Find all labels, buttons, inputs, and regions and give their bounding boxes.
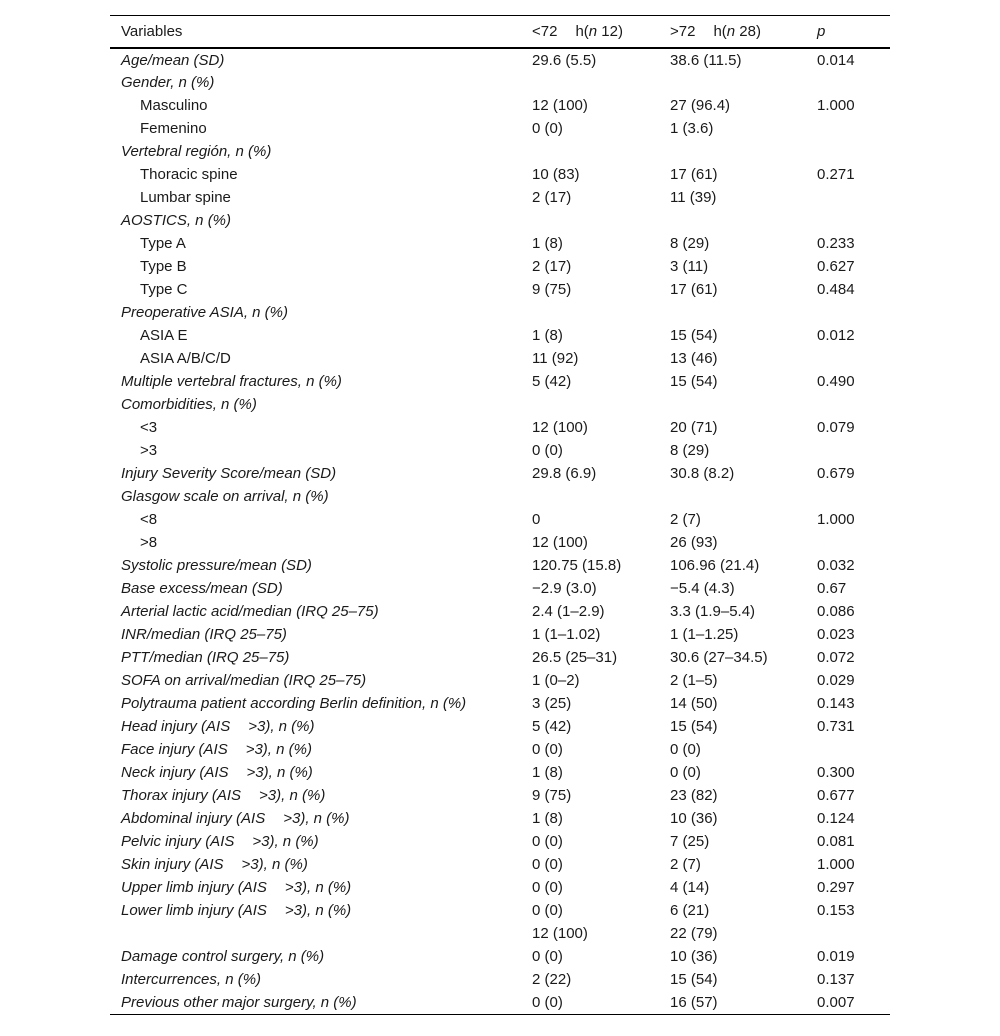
cell-group-over-72: 26 (93) (670, 534, 718, 551)
cell-group-under-72: 0 (0) (532, 442, 563, 459)
cell-group-under-72: 5 (42) (532, 718, 572, 735)
cell-group-over-72: 15 (54) (670, 718, 718, 735)
row-label-text: ASIA E (140, 327, 188, 344)
cell-p-value: 0.153 (817, 902, 855, 919)
cell-p-value: 0.677 (817, 787, 855, 804)
row-label (110, 462, 521, 485)
header-group1-n: n (588, 23, 598, 40)
cell-p-value: 1.000 (817, 97, 855, 114)
table-row (110, 462, 890, 485)
row-label (110, 347, 521, 370)
row-label (110, 899, 521, 922)
row-label (110, 991, 521, 1014)
row-label (110, 784, 521, 807)
header-group2-n: n (726, 23, 736, 40)
table-body (110, 48, 890, 1014)
header-group1-threshold: <72 (532, 23, 558, 40)
row-label-text: Lower limb injury (AIS (121, 902, 267, 919)
cell-group-over-72: 3.3 (1.9–5.4) (670, 603, 756, 620)
cell-group-under-72: 12 (100) (532, 925, 588, 942)
row-label-suffix: >3), n (%) (284, 902, 352, 919)
cell-p-value (806, 485, 890, 508)
cell-group-over-72: 15 (54) (670, 327, 718, 344)
cell-p-value (806, 301, 890, 324)
cell-group-under-72: 2 (17) (532, 189, 572, 206)
row-label (110, 692, 521, 715)
cell-group-under-72 (521, 485, 659, 508)
table-row (110, 347, 890, 370)
row-label-text: Type C (140, 281, 188, 298)
table-row (110, 784, 890, 807)
row-label-text: Previous other major surgery, n (%) (121, 993, 357, 1011)
cell-group-over-72 (659, 301, 806, 324)
header-p-value: p (817, 23, 826, 40)
cell-p-value (806, 186, 890, 209)
row-label-text: Damage control surgery, n (%) (121, 948, 325, 965)
header-row (110, 16, 890, 49)
cell-group-over-72: 23 (82) (670, 787, 718, 804)
table-row (110, 531, 890, 554)
row-label-text: >3 (140, 442, 158, 459)
row-label (110, 853, 521, 876)
row-label-text: Masculino (140, 97, 208, 114)
row-label-suffix: >3), n (%) (252, 833, 319, 850)
cell-group-over-72: 106.96 (21.4) (670, 557, 760, 574)
row-label (110, 94, 521, 117)
row-label-text: Intercurrences, n (%) (121, 971, 262, 988)
row-label-text: Arterial lactic acid/median (IRQ 25–75) (121, 603, 379, 620)
cell-group-over-72: 1 (1–1.25) (670, 626, 739, 643)
cell-p-value (806, 347, 890, 370)
table-row (110, 117, 890, 140)
cell-group-over-72: 2 (7) (670, 856, 701, 873)
cell-group-under-72: 29.8 (6.9) (532, 465, 597, 482)
row-label-text: Multiple vertebral fractures, n (%) (121, 373, 342, 390)
row-label-text: Glasgow scale on arrival, n (%) (121, 488, 329, 505)
cell-p-value: 0.124 (817, 810, 855, 827)
cell-group-under-72: 0 (0) (532, 948, 563, 965)
cell-group-under-72 (521, 140, 659, 163)
row-label-text: PTT/median (IRQ 25–75) (121, 649, 290, 666)
row-label (110, 945, 521, 968)
row-label-text: Lumbar spine (140, 189, 231, 206)
cell-group-over-72 (659, 71, 806, 94)
cell-group-over-72: 17 (61) (670, 281, 718, 298)
table-row (110, 899, 890, 922)
cell-group-over-72: 22 (79) (670, 925, 718, 942)
cell-p-value: 0.079 (817, 419, 855, 436)
row-label-text: <8 (140, 511, 158, 528)
cell-p-value (806, 922, 890, 945)
cell-group-over-72: 17 (61) (670, 166, 718, 183)
table-row (110, 324, 890, 347)
cell-group-over-72: 10 (36) (670, 810, 718, 827)
cell-group-over-72: 0 (0) (670, 741, 701, 758)
cell-group-over-72: 10 (36) (670, 948, 718, 965)
cell-group-over-72: 11 (39) (670, 189, 717, 206)
header-variables: Variables (121, 23, 183, 40)
row-label-suffix: >3), n (%) (241, 856, 308, 873)
cell-group-under-72 (521, 71, 659, 94)
table-header (110, 16, 890, 49)
cell-p-value: 0.233 (817, 235, 855, 252)
row-label (110, 738, 521, 761)
row-label (110, 485, 521, 508)
row-label (110, 761, 521, 784)
cell-p-value: 1.000 (817, 511, 855, 528)
table-row (110, 692, 890, 715)
cell-group-under-72: 12 (100) (532, 534, 588, 551)
row-label (110, 416, 521, 439)
cell-p-value (806, 738, 890, 761)
row-label (110, 922, 521, 945)
cell-p-value: 0.029 (817, 672, 855, 689)
cell-group-over-72 (659, 209, 806, 232)
table-row (110, 577, 890, 600)
row-label-text: Systolic pressure/mean (SD) (121, 557, 312, 574)
table-row (110, 508, 890, 531)
table-row (110, 278, 890, 301)
cell-p-value (806, 117, 890, 140)
row-label (110, 646, 521, 669)
cell-p-value: 0.023 (817, 626, 855, 643)
row-label (110, 71, 521, 94)
table-row (110, 232, 890, 255)
table-row (110, 140, 890, 163)
row-label-text: Type A (140, 235, 186, 252)
cell-p-value (806, 439, 890, 462)
row-label-text: INR/median (IRQ 25–75) (121, 626, 287, 643)
table-row (110, 255, 890, 278)
cell-group-over-72: 16 (57) (670, 993, 718, 1011)
row-label (110, 508, 521, 531)
cell-p-value: 1.000 (817, 856, 855, 873)
table-row (110, 715, 890, 738)
cell-group-over-72: 2 (7) (670, 511, 701, 528)
row-label (110, 830, 521, 853)
table-row (110, 393, 890, 416)
cell-p-value: 0.490 (817, 373, 855, 390)
table-row (110, 370, 890, 393)
row-label (110, 669, 521, 692)
row-label-suffix: >3), n (%) (283, 810, 350, 827)
cell-group-under-72: 0 (0) (532, 833, 563, 850)
row-label (110, 163, 521, 186)
header-group-over-72 (659, 16, 806, 49)
row-label (110, 140, 521, 163)
cell-group-under-72 (521, 393, 659, 416)
row-label-text: <3 (140, 419, 158, 436)
cell-group-under-72: 1 (8) (532, 810, 563, 827)
header-group1-count: 12) (597, 23, 623, 40)
row-label-suffix: >3), n (%) (284, 879, 352, 896)
row-label-text: Neck injury (AIS (121, 764, 229, 781)
cell-group-under-72: 1 (1–1.02) (532, 626, 601, 643)
cell-group-under-72: −2.9 (3.0) (532, 580, 597, 597)
cell-p-value (806, 140, 890, 163)
table-row (110, 830, 890, 853)
cell-group-under-72: 0 (0) (532, 741, 563, 758)
cell-p-value: 0.731 (817, 718, 855, 735)
cell-p-value: 0.012 (817, 327, 855, 344)
cell-group-over-72: 8 (29) (670, 442, 710, 459)
table-row (110, 71, 890, 94)
row-label-suffix: >3), n (%) (248, 718, 315, 735)
row-label (110, 117, 521, 140)
row-label-text: Comorbidities, n (%) (121, 396, 257, 413)
row-label-suffix: >3), n (%) (246, 764, 313, 781)
row-label-text: Base excess/mean (SD) (121, 580, 283, 597)
cell-p-value (806, 393, 890, 416)
row-label (110, 278, 521, 301)
table-row (110, 94, 890, 117)
row-label (110, 554, 521, 577)
cell-p-value: 0.081 (817, 833, 855, 850)
cell-group-under-72: 1 (8) (532, 764, 563, 781)
cell-group-over-72 (659, 485, 806, 508)
data-table-container (110, 15, 890, 1015)
cell-group-over-72: 13 (46) (670, 350, 718, 367)
cell-group-over-72: 14 (50) (670, 695, 718, 712)
row-label (110, 209, 521, 232)
row-label-suffix: >3), n (%) (259, 787, 326, 804)
cell-p-value: 0.014 (817, 51, 855, 69)
row-label (110, 807, 521, 830)
row-label-text: Type B (140, 258, 187, 275)
table-row (110, 853, 890, 876)
cell-group-over-72: 27 (96.4) (670, 97, 731, 114)
cell-group-under-72: 11 (92) (532, 350, 579, 367)
cell-group-over-72: 30.8 (8.2) (670, 465, 735, 482)
row-label-text: Thorax injury (AIS (121, 787, 242, 804)
row-label-text: Skin injury (AIS (121, 856, 224, 873)
table-row (110, 922, 890, 945)
row-label (110, 186, 521, 209)
cell-group-over-72: 0 (0) (670, 764, 701, 781)
table-row (110, 600, 890, 623)
table-row (110, 669, 890, 692)
row-label-text: Thoracic spine (140, 166, 238, 183)
cell-group-over-72: 20 (71) (670, 419, 718, 436)
cell-group-under-72: 120.75 (15.8) (532, 557, 622, 574)
table-row (110, 163, 890, 186)
row-label-text: Vertebral región, n (%) (121, 143, 272, 160)
cell-group-over-72: 6 (21) (670, 902, 710, 919)
row-label-text: ASIA A/B/C/D (140, 350, 231, 367)
row-label (110, 531, 521, 554)
cell-group-under-72: 12 (100) (532, 419, 588, 436)
header-group1-unit: h( (575, 23, 589, 40)
row-label-text: Face injury (AIS (121, 741, 228, 758)
row-label-text: Femenino (140, 120, 207, 137)
cell-group-under-72 (521, 301, 659, 324)
table-row (110, 738, 890, 761)
cell-group-under-72: 5 (42) (532, 373, 572, 390)
cell-group-under-72: 0 (0) (532, 879, 563, 896)
cell-group-under-72: 9 (75) (532, 281, 572, 298)
cell-group-under-72: 12 (100) (532, 97, 588, 114)
cell-group-under-72: 29.6 (5.5) (532, 51, 597, 69)
table-row (110, 48, 890, 71)
table-row (110, 301, 890, 324)
cell-group-under-72: 2.4 (1–2.9) (532, 603, 605, 620)
row-label (110, 232, 521, 255)
table-row (110, 186, 890, 209)
cell-group-over-72: 15 (54) (670, 971, 718, 988)
header-group2-count: 28) (735, 23, 761, 40)
cell-group-under-72: 1 (8) (532, 327, 563, 344)
cell-p-value: 0.086 (817, 603, 855, 620)
cell-p-value: 0.143 (817, 695, 855, 712)
cell-group-over-72: 38.6 (11.5) (670, 51, 742, 69)
row-label-text: Pelvic injury (AIS (121, 833, 235, 850)
cell-group-over-72 (659, 393, 806, 416)
cell-group-over-72: 4 (14) (670, 879, 710, 896)
row-label (110, 301, 521, 324)
cell-group-under-72: 2 (22) (532, 971, 572, 988)
cell-group-over-72: 7 (25) (670, 833, 710, 850)
header-group-under-72 (521, 16, 659, 49)
row-label-text: Upper limb injury (AIS (121, 879, 267, 896)
row-label (110, 439, 521, 462)
table-row (110, 991, 890, 1014)
row-label (110, 393, 521, 416)
cell-p-value (806, 209, 890, 232)
cell-group-over-72: 15 (54) (670, 373, 718, 390)
table-row (110, 807, 890, 830)
row-label (110, 968, 521, 991)
cell-group-over-72: 30.6 (27–34.5) (670, 649, 768, 666)
cell-p-value: 0.007 (817, 993, 855, 1011)
cell-group-under-72: 9 (75) (532, 787, 572, 804)
row-label-text: Preoperative ASIA, n (%) (121, 304, 289, 321)
row-label-text: Head injury (AIS (121, 718, 231, 735)
cell-p-value: 0.032 (817, 557, 855, 574)
row-label (110, 600, 521, 623)
cell-group-under-72: 0 (0) (532, 120, 563, 137)
row-label (110, 876, 521, 899)
table-row (110, 646, 890, 669)
row-label (110, 623, 521, 646)
row-label-text: Polytrauma patient according Berlin definition, n (%) (121, 695, 467, 712)
table-row (110, 554, 890, 577)
cell-p-value: 0.627 (817, 258, 855, 275)
row-label-text: AOSTICS, n (%) (121, 212, 232, 229)
cell-p-value: 0.679 (817, 465, 855, 482)
row-label-text: >8 (140, 534, 158, 551)
cell-group-under-72: 26.5 (25–31) (532, 649, 618, 666)
table-row (110, 945, 890, 968)
table-row (110, 485, 890, 508)
row-label-text: Gender, n (%) (121, 74, 215, 91)
table-row (110, 761, 890, 784)
cell-p-value: 0.297 (817, 879, 855, 896)
cell-group-over-72 (659, 140, 806, 163)
cell-group-under-72: 0 (532, 511, 541, 528)
cell-p-value: 0.271 (817, 166, 855, 183)
table-row (110, 416, 890, 439)
data-table (110, 15, 890, 1015)
cell-p-value: 0.137 (817, 971, 855, 988)
cell-group-under-72: 3 (25) (532, 695, 572, 712)
row-label (110, 324, 521, 347)
cell-group-under-72 (521, 209, 659, 232)
row-label-text: Injury Severity Score/mean (SD) (121, 465, 337, 482)
cell-group-over-72: 2 (1–5) (670, 672, 718, 689)
row-label (110, 48, 521, 71)
cell-group-under-72: 0 (0) (532, 993, 563, 1011)
row-label (110, 715, 521, 738)
cell-group-under-72: 2 (17) (532, 258, 572, 275)
cell-group-under-72: 1 (0–2) (532, 672, 580, 689)
row-label-text: Age/mean (SD) (121, 51, 225, 69)
row-label (110, 255, 521, 278)
row-label (110, 577, 521, 600)
cell-group-over-72: 1 (3.6) (670, 120, 714, 137)
cell-p-value (806, 531, 890, 554)
cell-group-over-72: −5.4 (4.3) (670, 580, 735, 597)
cell-p-value: 0.019 (817, 948, 855, 965)
table-row (110, 968, 890, 991)
table-row (110, 876, 890, 899)
cell-group-over-72: 3 (11) (670, 258, 709, 275)
cell-p-value: 0.67 (817, 580, 847, 597)
row-label-text: Abdominal injury (AIS (121, 810, 266, 827)
cell-group-under-72: 0 (0) (532, 856, 563, 873)
cell-group-under-72: 1 (8) (532, 235, 563, 252)
row-label (110, 370, 521, 393)
cell-p-value: 0.484 (817, 281, 855, 298)
header-group2-unit: h( (713, 23, 727, 40)
cell-p-value: 0.300 (817, 764, 855, 781)
cell-group-over-72: 8 (29) (670, 235, 710, 252)
cell-group-under-72: 10 (83) (532, 166, 580, 183)
cell-p-value: 0.072 (817, 649, 855, 666)
table-row (110, 209, 890, 232)
table-row (110, 623, 890, 646)
row-label-suffix: >3), n (%) (245, 741, 312, 758)
cell-group-under-72: 0 (0) (532, 902, 563, 919)
cell-p-value (806, 71, 890, 94)
table-row (110, 439, 890, 462)
header-group2-threshold: >72 (670, 23, 696, 40)
row-label-text: SOFA on arrival/median (IRQ 25–75) (121, 672, 367, 689)
